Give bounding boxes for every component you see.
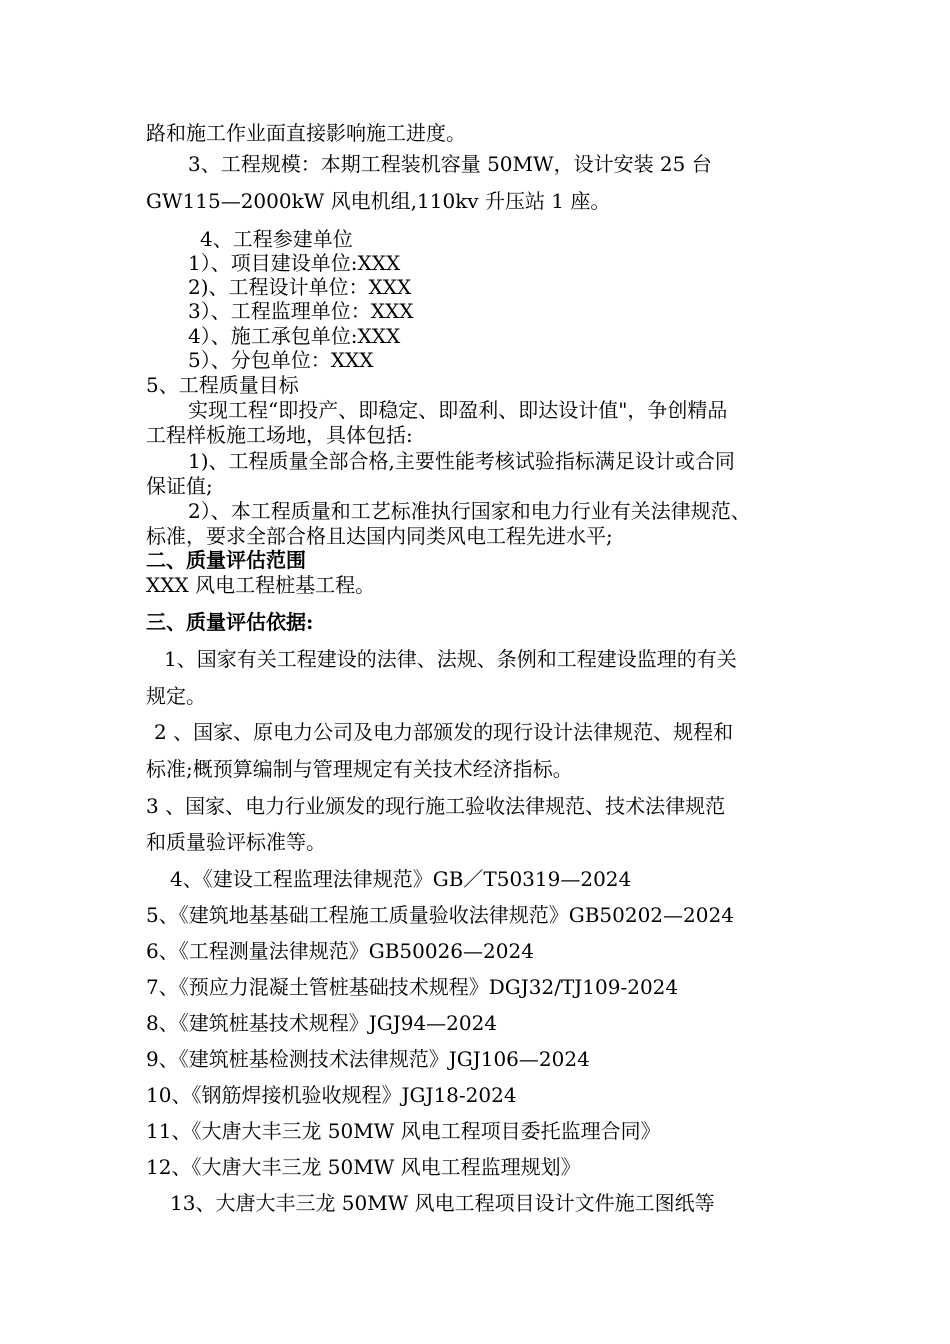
text-line: 3）、工程监理单位：XXX: [188, 299, 414, 323]
text-line: 工程样板施工场地，具体包括:: [146, 423, 413, 447]
text-line: 标准;概预算编制与管理规定有关技术经济指标。: [146, 757, 573, 781]
reference-item: 12、《大唐大丰三龙 50MW 风电工程监理规划》: [146, 1155, 581, 1179]
text-line: 实现工程“即投产、即稳定、即盈利、即达设计值"，争创精品: [188, 398, 728, 422]
text-line: 路和施工作业面直接影响施工进度。: [146, 121, 466, 145]
text-line: 5）、分包单位：XXX: [188, 348, 374, 372]
section-heading: 二、质量评估范围: [146, 548, 306, 572]
text-line: 1、国家有关工程建设的法律、法规、条例和工程建设监理的有关: [164, 647, 737, 671]
reference-item: 11、《大唐大丰三龙 50MW 风电工程项目委托监理合同》: [146, 1119, 661, 1143]
text-line: 和质量验评标准等。: [146, 830, 326, 854]
reference-item: 7、《预应力混凝土管桩基础技术规程》DGJ32/TJ109-2024: [146, 975, 679, 999]
text-line: 3 、国家、电力行业颁发的现行施工验收法律规范、技术法律规范: [146, 794, 726, 818]
text-line: XXX 风电工程桩基工程。: [146, 573, 376, 597]
reference-item: 13、大唐大丰三龙 50MW 风电工程项目设计文件施工图纸等: [170, 1191, 715, 1215]
reference-item: 8、《建筑桩基技术规程》JGJ94—2024: [146, 1011, 498, 1035]
text-line: 2)、工程设计单位：XXX: [188, 275, 412, 299]
text-line: 2）、本工程质量和工艺标准执行国家和电力行业有关法律规范、: [188, 499, 751, 523]
reference-item: 9、《建筑桩基检测技术法律规范》JGJ106—2024: [146, 1047, 590, 1071]
text-line: 4、工程参建单位: [200, 227, 353, 251]
text-line: GW115—2000kW 风电机组,110kv 升压站 1 座。: [146, 189, 611, 213]
text-line: 1)、工程质量全部合格,主要性能考核试验指标满足设计或合同: [188, 449, 735, 473]
reference-item: 5、《建筑地基基础工程施工质量验收法律规范》GB50202—2024: [146, 903, 734, 927]
reference-item: 6、《工程测量法律规范》GB50026—2024: [146, 939, 534, 963]
reference-item: 4、《建设工程监理法律规范》GB／T50319—2024: [170, 867, 632, 891]
text-line: 3、工程规模：本期工程装机容量 50MW，设计安装 25 台: [188, 152, 712, 176]
text-line: 标准，要求全部合格且达国内同类风电工程先进水平;: [146, 524, 613, 548]
text-line: 4）、施工承包单位:XXX: [188, 324, 401, 348]
text-line: 1）、项目建设单位:XXX: [188, 251, 401, 275]
section-heading: 5、工程质量目标: [146, 373, 299, 397]
text-line: 2 、国家、原电力公司及电力部颁发的现行设计法律规范、规程和: [154, 720, 734, 744]
section-heading: 三、质量评估依据:: [146, 610, 314, 634]
text-line: 保证值;: [146, 474, 213, 498]
text-line: 规定。: [146, 684, 206, 708]
reference-item: 10、《钢筋焊接机验收规程》JGJ18-2024: [146, 1083, 517, 1107]
